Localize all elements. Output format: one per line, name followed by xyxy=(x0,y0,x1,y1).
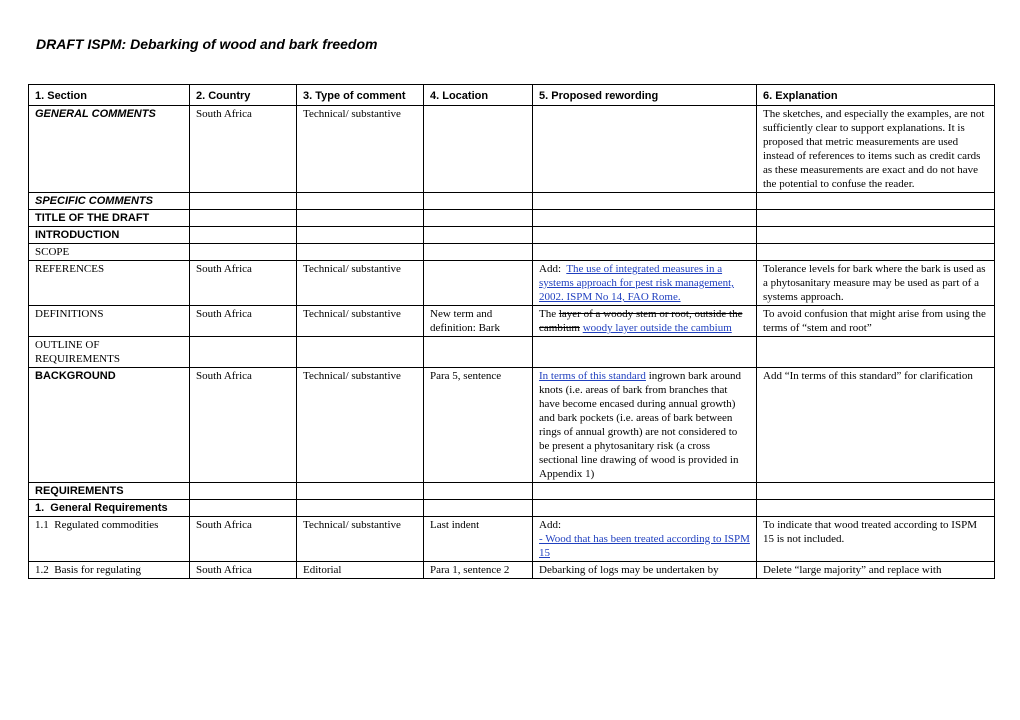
inserted-text: The use of integrated measures in a systems approach for pest risk management, 2002. ISPM No 14, FAO Rome. xyxy=(539,263,734,303)
table-row xyxy=(29,368,995,483)
inserted-text: woody layer outside the cambium xyxy=(582,322,732,334)
cell-section: 1. General Requirements xyxy=(29,500,190,517)
table-row xyxy=(29,500,995,517)
cell-rewording: Debarking of logs may be undertaken by xyxy=(533,562,757,579)
cell-location xyxy=(424,261,533,306)
cell-type: Technical/ substantive xyxy=(297,261,424,306)
table-row xyxy=(29,306,995,337)
table-row xyxy=(29,227,995,244)
table-row xyxy=(29,483,995,500)
cell-country: South Africa xyxy=(190,517,297,562)
cell-type: Technical/ substantive xyxy=(297,306,424,337)
table-row xyxy=(29,106,995,193)
rewording-rest: ingrown bark around knots (i.e. areas of bark from branches that have become encased during annual growth) and bark pockets (i.e. areas of bark between rings of annual growth) are not considered to be present a phytosanitary risk (a cross sectional line drawing of wood is provided in Appendix 1) xyxy=(539,370,741,480)
cell-explanation: The sketches, and especially the examples, are not sufficiently clear to support explanations. It is proposed that metric measurements are used instead of references to items such as credit cards as these measurements are exact and do not have the potential to confuse the reader. xyxy=(757,106,995,193)
header-proposed-rewording: 5. Proposed rewording xyxy=(533,85,757,106)
header-location: 4. Location xyxy=(424,85,533,106)
table-row xyxy=(29,261,995,306)
cell-section: TITLE OF THE DRAFT xyxy=(29,210,190,227)
cell-section: GENERAL COMMENTS xyxy=(29,106,190,193)
cell-location xyxy=(424,106,533,193)
rewording-prefix: Add: xyxy=(539,519,561,531)
cell-section: DEFINITIONS xyxy=(29,306,190,337)
cell-section: BACKGROUND xyxy=(29,368,190,483)
cell-section: REFERENCES xyxy=(29,261,190,306)
cell-country: South Africa xyxy=(190,368,297,483)
comments-table xyxy=(28,84,995,579)
table-row xyxy=(29,244,995,261)
cell-section: 1.2 Basis for regulating xyxy=(29,562,190,579)
cell-explanation: Delete “large majority” and replace with xyxy=(757,562,995,579)
inserted-text: In terms of this standard xyxy=(539,370,646,382)
table-row xyxy=(29,517,995,562)
cell-section: 1.1 Regulated commodities xyxy=(29,517,190,562)
cell-rewording xyxy=(533,368,757,483)
cell-type: Editorial xyxy=(297,562,424,579)
cell-location: Para 5, sentence xyxy=(424,368,533,483)
cell-country: South Africa xyxy=(190,562,297,579)
deleted-text: layer of a woody stem or root, outside the cambium xyxy=(539,308,743,334)
cell-country: South Africa xyxy=(190,306,297,337)
rewording-prefix: Add: xyxy=(539,263,567,275)
cell-type: Technical/ substantive xyxy=(297,517,424,562)
cell-section: REQUIREMENTS xyxy=(29,483,190,500)
table-row xyxy=(29,193,995,210)
cell-explanation: Tolerance levels for bark where the bark is used as a phytosanitary measure may be used as part of a systems approach. xyxy=(757,261,995,306)
cell-location: New term and definition: Bark xyxy=(424,306,533,337)
table-row xyxy=(29,562,995,579)
header-country: 2. Country xyxy=(190,85,297,106)
inserted-text: - Wood that has been treated according to ISPM 15 xyxy=(539,533,750,559)
cell-type: Technical/ substantive xyxy=(297,106,424,193)
cell-section: SCOPE xyxy=(29,244,190,261)
rewording-prefix: The xyxy=(539,308,559,320)
cell-rewording xyxy=(533,106,757,193)
cell-rewording xyxy=(533,306,757,337)
cell-country: South Africa xyxy=(190,261,297,306)
table-row xyxy=(29,337,995,368)
table-row xyxy=(29,210,995,227)
cell-section: OUTLINE OF REQUIREMENTS xyxy=(29,337,190,368)
cell-type: Technical/ substantive xyxy=(297,368,424,483)
header-type-of-comment: 3. Type of comment xyxy=(297,85,424,106)
cell-country: South Africa xyxy=(190,106,297,193)
cell-explanation: To indicate that wood treated according to ISPM 15 is not included. xyxy=(757,517,995,562)
cell-explanation: Add “In terms of this standard” for clarification xyxy=(757,368,995,483)
cell-rewording xyxy=(533,517,757,562)
cell-section: INTRODUCTION xyxy=(29,227,190,244)
cell-explanation: To avoid confusion that might arise from using the terms of “stem and root” xyxy=(757,306,995,337)
cell-location: Para 1, sentence 2 xyxy=(424,562,533,579)
cell-location: Last indent xyxy=(424,517,533,562)
table-header-row xyxy=(29,85,995,106)
header-explanation: 6. Explanation xyxy=(757,85,995,106)
document-title: DRAFT ISPM: Debarking of wood and bark freedom xyxy=(36,36,378,52)
header-section: 1. Section xyxy=(29,85,190,106)
cell-section: SPECIFIC COMMENTS xyxy=(29,193,190,210)
cell-rewording xyxy=(533,261,757,306)
